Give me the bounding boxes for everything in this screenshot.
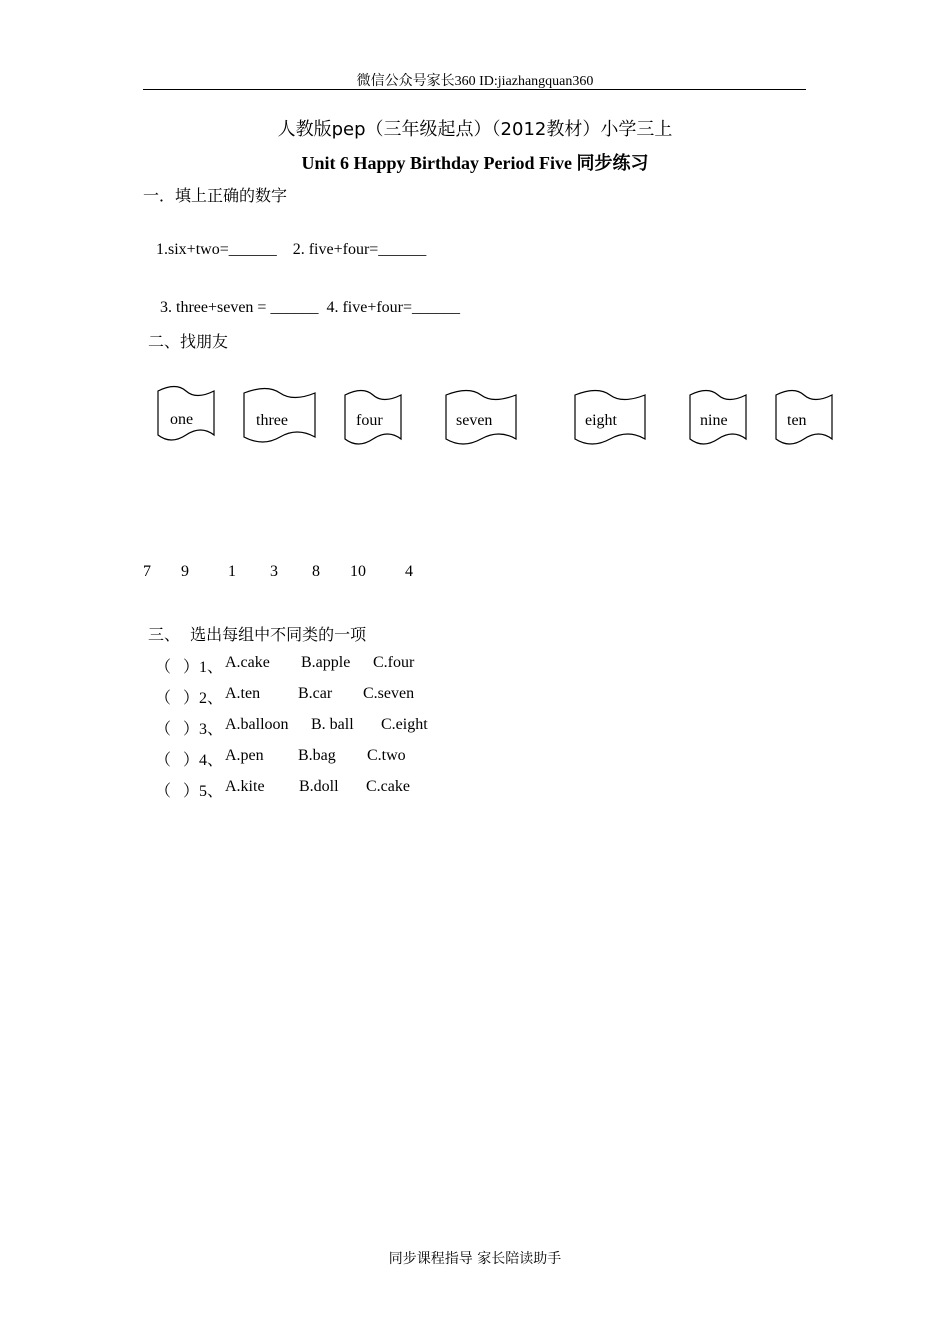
- question-prefix: （ ）1、: [155, 659, 224, 676]
- word-card-one: [156, 385, 216, 441]
- option-b: B.apple: [301, 654, 351, 671]
- page-footer: 同步课程指导 家长陪读助手: [388, 1251, 562, 1267]
- question-prefix: （ ）4、: [155, 752, 224, 769]
- option-c: C.seven: [363, 685, 415, 702]
- word-card-four: [343, 389, 403, 445]
- section1-row2: 3. three+seven = ______ 4. five+four=______: [160, 299, 461, 316]
- number-item: 7: [143, 563, 151, 580]
- option-a: A.balloon: [225, 716, 289, 733]
- number-item: 8: [312, 563, 320, 580]
- header-divider: [143, 89, 806, 90]
- number-item: 3: [270, 563, 278, 580]
- card-word: three: [256, 412, 288, 429]
- card-word: one: [170, 411, 194, 428]
- option-b: B. ball: [311, 716, 354, 733]
- word-card-seven: [444, 389, 518, 445]
- word-card-three: [242, 387, 317, 443]
- option-b: B.doll: [299, 778, 339, 795]
- question-prefix: （ ）2、: [155, 690, 224, 707]
- number-item: 4: [405, 563, 413, 580]
- section1-heading: 一．填上正确的数字: [143, 186, 288, 205]
- section3-heading: 三、 选出每组中不同类的一项: [148, 625, 367, 644]
- option-c: C.four: [373, 654, 415, 671]
- option-b: B.car: [298, 685, 333, 702]
- section1-row1: 1.six+two=______ 2. five+four=______: [156, 241, 427, 258]
- option-a: A.kite: [225, 778, 265, 795]
- number-item: 1: [228, 563, 236, 580]
- option-a: A.cake: [225, 654, 270, 671]
- option-c: C.cake: [366, 778, 410, 795]
- section2-heading: 二、找朋友: [148, 332, 229, 351]
- word-card-ten: [774, 389, 834, 445]
- card-word: nine: [700, 412, 728, 429]
- option-c: C.eight: [381, 716, 428, 733]
- option-a: A.ten: [225, 685, 261, 702]
- document-subtitle: Unit 6 Happy Birthday Period Five 同步练习: [301, 153, 649, 173]
- option-a: A.pen: [225, 747, 264, 764]
- page-header: 微信公众号家长360 ID:jiazhangquan360: [356, 74, 594, 89]
- number-item: 9: [181, 563, 189, 580]
- card-word: ten: [787, 412, 807, 429]
- card-word: seven: [456, 412, 493, 429]
- number-item: 10: [350, 563, 366, 580]
- question-prefix: （ ）3、: [155, 721, 224, 738]
- option-b: B.bag: [298, 747, 336, 764]
- option-c: C.two: [367, 747, 406, 764]
- card-word: four: [356, 412, 383, 429]
- word-card-eight: [573, 389, 647, 445]
- document-title: 人教版pep（三年级起点）（2012教材）小学三上: [277, 119, 673, 140]
- word-card-nine: [688, 389, 748, 445]
- card-word: eight: [585, 412, 617, 429]
- question-prefix: （ ）5、: [155, 783, 224, 800]
